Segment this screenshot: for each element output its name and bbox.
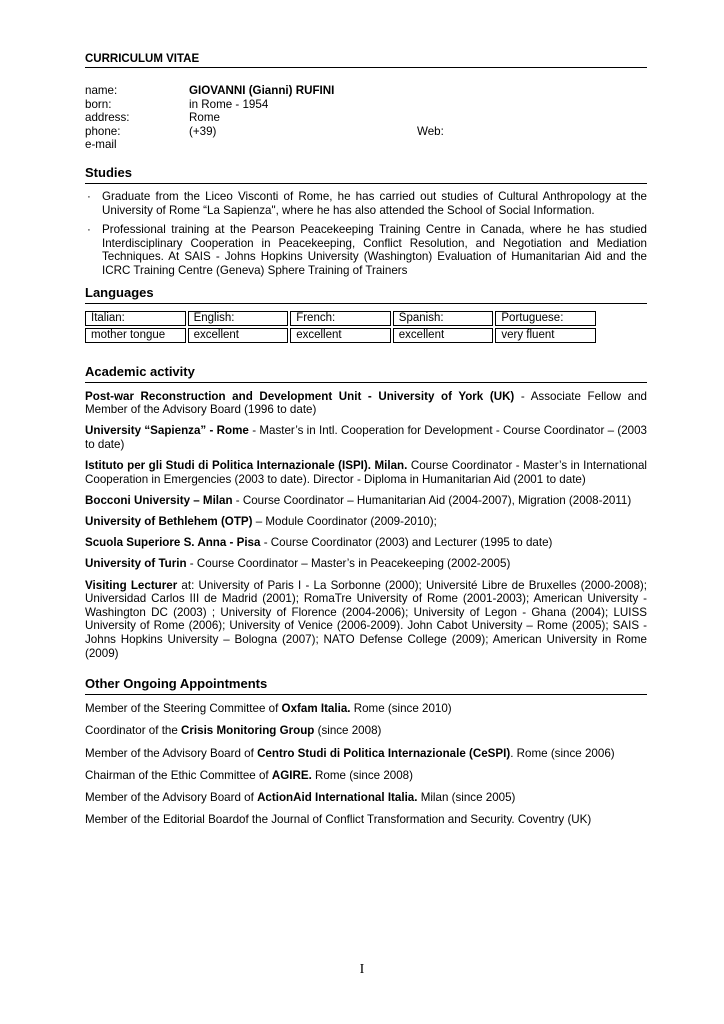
academic-entry-detail: Course Coordinator - Master’s in International Cooperation in Emergencies (2003 to date). Director - Diploma in Humanitarian Aid (2001 to date) bbox=[85, 459, 647, 486]
academic-entry bbox=[85, 494, 647, 508]
web-label: Web: bbox=[417, 124, 444, 138]
personal-row-address bbox=[85, 111, 647, 125]
personal-details bbox=[85, 84, 647, 152]
appointment-entry bbox=[85, 813, 647, 827]
academic-entry bbox=[85, 536, 647, 550]
appointment-text: Member of the Advisory Board of bbox=[85, 790, 258, 804]
appointment-entry bbox=[85, 724, 647, 738]
appointment-detail: (since 2008) bbox=[314, 724, 382, 738]
phone-value: (+39) bbox=[189, 124, 217, 138]
language-cell: Portuguese: bbox=[495, 311, 596, 326]
appointment-text: Member of the Editorial Boardof the Journal of Conflict Transformation and Security. Coventry (UK) bbox=[85, 813, 592, 827]
level-cell: excellent bbox=[188, 328, 289, 343]
academic-entry-title: University of Bethlehem (OTP) bbox=[85, 515, 253, 529]
languages-table bbox=[83, 309, 598, 345]
appointments-heading: Other Ongoing Appointments bbox=[85, 676, 647, 695]
appointment-entry bbox=[85, 769, 647, 783]
academic-entry-detail: at: University of Paris I - La Sorbonne (2000); Université Libre de Bruxelles (2000-2008); Universidad Carlos III de Madrid (2001); RomaTre University of Rome (2001-2003); American University - Washington DC (2003) ; University of Florence (2004-2006); University of Legon - Ghana (2004); LUISS University of Rome (2006); University of Venice (2006-2009). John Cabot University – Rome (2005); SAIS - Johns Hopkins University – Bologna (2007); NATO Defense College (2009); American University in Rome (2009) bbox=[85, 578, 647, 660]
academic-heading: Academic activity bbox=[85, 364, 647, 383]
language-cell: French: bbox=[290, 311, 391, 326]
appointment-entry bbox=[85, 791, 647, 805]
appointment-text: Chairman of the Ethic Committee of bbox=[85, 768, 272, 782]
academic-entry bbox=[85, 459, 647, 486]
email-value bbox=[189, 138, 647, 152]
personal-row-name bbox=[85, 84, 647, 98]
academic-entry-detail: - Master’s in Intl. Cooperation for Development - Course Coordinator – (2003 to date) bbox=[85, 424, 647, 451]
appointment-detail: Milan (since 2005) bbox=[417, 790, 516, 804]
level-cell: very fluent bbox=[495, 328, 596, 343]
address-value: Rome bbox=[189, 111, 220, 125]
born-label: born: bbox=[85, 97, 112, 111]
languages-heading: Languages bbox=[85, 285, 647, 304]
studies-list bbox=[85, 190, 647, 278]
academic-entry-detail: - Course Coordinator (2003) and Lecturer (1995 to date) bbox=[260, 536, 553, 550]
bullet-icon: · bbox=[87, 189, 91, 203]
academic-entry-title: University of Turin bbox=[85, 557, 187, 571]
studies-item bbox=[85, 223, 647, 277]
name-value: GIOVANNI (Gianni) RUFINI bbox=[189, 84, 335, 97]
academic-entry-title: Istituto per gli Studi di Politica Internazionale (ISPI). Milan. bbox=[85, 459, 408, 473]
appointment-org: AGIRE. bbox=[271, 768, 312, 782]
studies-item-text: Professional training at the Pearson Peacekeeping Training Centre in Canada, where he has studied Interdisciplinary Cooperation in Peacekeeping, Conflict Resolution, and Negotiation and Mediation Techniques. At SAIS - Johns Hopkins University (Washington) Evaluation of Humanitarian Aid and the ICRC Training Centre (Geneva) Sphere Training of Trainers bbox=[102, 223, 647, 277]
languages-header-row bbox=[85, 311, 596, 326]
personal-row-phone bbox=[85, 125, 647, 139]
appointment-org: Oxfam Italia. bbox=[281, 702, 351, 716]
address-label: address: bbox=[85, 111, 130, 125]
academic-entry-detail: – Module Coordinator (2009-2010); bbox=[252, 515, 437, 529]
appointment-text: Member of the Steering Committee of bbox=[85, 702, 282, 716]
language-cell: Italian: bbox=[85, 311, 186, 326]
appointment-detail: . Rome (since 2006) bbox=[510, 746, 615, 760]
academic-entry-title: Post-war Reconstruction and Development Unit - University of York (UK) bbox=[85, 389, 515, 403]
academic-list bbox=[85, 390, 647, 661]
language-cell: Spanish: bbox=[393, 311, 494, 326]
academic-entry-title: Bocconi University – Milan bbox=[85, 493, 233, 507]
email-label: e-mail bbox=[85, 138, 117, 152]
studies-item-text: Graduate from the Liceo Visconti of Rome, he has carried out studies of Cultural Anthropology at the University of Rome “La Sapienza", where he has also attended the School of Social Information. bbox=[102, 189, 647, 217]
academic-entry-title: Scuola Superiore S. Anna - Pisa bbox=[85, 536, 261, 550]
appointment-text: Member of the Advisory Board of bbox=[85, 746, 258, 760]
document-title: CURRICULUM VITAE bbox=[85, 52, 647, 68]
appointment-entry bbox=[85, 747, 647, 761]
academic-entry bbox=[85, 579, 647, 661]
language-cell: English: bbox=[188, 311, 289, 326]
appointment-org: ActionAid International Italia. bbox=[257, 790, 418, 804]
personal-row-born bbox=[85, 98, 647, 112]
level-cell: excellent bbox=[393, 328, 494, 343]
academic-entry bbox=[85, 515, 647, 529]
appointments-list bbox=[85, 702, 647, 827]
academic-entry-title: University “Sapienza” - Rome bbox=[85, 424, 249, 438]
academic-entry-detail: - Course Coordinator – Master’s in Peacekeeping (2002-2005) bbox=[186, 557, 511, 571]
academic-entry-detail: - Course Coordinator – Humanitarian Aid (2004-2007), Migration (2008-2011) bbox=[232, 493, 632, 507]
personal-row-email bbox=[85, 138, 647, 152]
academic-entry-detail: - Associate Fellow and Member of the Advisory Board (1996 to date) bbox=[85, 389, 647, 417]
cv-page bbox=[85, 52, 647, 835]
level-cell: mother tongue bbox=[85, 328, 186, 343]
academic-entry bbox=[85, 557, 647, 571]
appointment-detail: Rome (since 2008) bbox=[311, 768, 413, 782]
studies-item bbox=[85, 190, 647, 217]
name-label: name: bbox=[85, 84, 118, 97]
academic-entry-title: Visiting Lecturer bbox=[85, 578, 178, 592]
academic-entry bbox=[85, 390, 647, 417]
bullet-icon: · bbox=[87, 223, 91, 237]
studies-heading: Studies bbox=[85, 165, 647, 184]
appointment-org: Crisis Monitoring Group bbox=[181, 724, 315, 738]
born-value: in Rome - 1954 bbox=[189, 97, 269, 111]
level-cell: excellent bbox=[290, 328, 391, 343]
academic-entry bbox=[85, 424, 647, 451]
languages-level-row bbox=[85, 328, 596, 343]
appointment-org: Centro Studi di Politica Internazionale (CeSPI) bbox=[257, 746, 511, 760]
page-number: I bbox=[359, 962, 365, 977]
appointment-entry bbox=[85, 702, 647, 716]
appointment-detail: Rome (since 2010) bbox=[350, 702, 452, 716]
appointment-text: Coordinator of the bbox=[85, 724, 182, 738]
phone-label: phone: bbox=[85, 124, 121, 138]
